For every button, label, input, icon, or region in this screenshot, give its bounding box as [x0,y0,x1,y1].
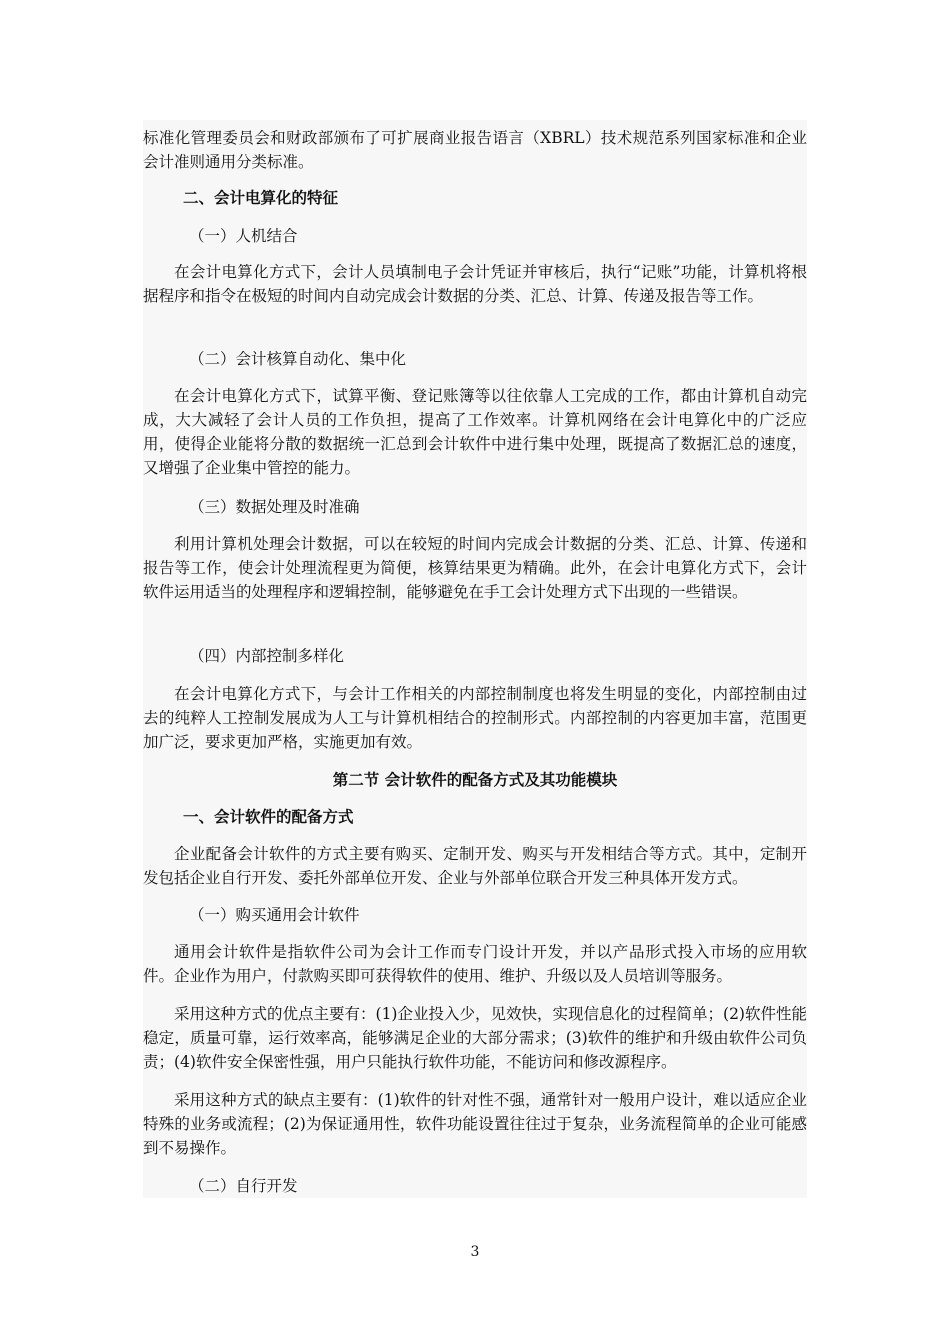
paragraph: 企业配备会计软件的方式主要有购买、定制开发、购买与开发相结合等方式。其中，定制开发包括企业自行开发、委托外部单位开发、企业与外部单位联合开发三种具体开发方式。 [143,845,807,887]
page-content [143,120,807,1198]
subsection-heading: （一）人机结合 [189,227,298,245]
subsection-heading: （二）自行开发 [189,1177,298,1195]
paragraph: 采用这种方式的优点主要有：(1)企业投入少，见效快，实现信息化的过程简单；(2)软件性能稳定，质量可靠，运行效率高，能够满足企业的大部分需求；(3)软件的维护和升级由软件公司负责；(4)软件安全保密性强，用户只能执行软件功能，不能访问和修改源程序。 [143,1005,807,1071]
subsection-heading: （四）内部控制多样化 [189,647,345,665]
section-heading: 二、会计电算化的特征 [183,188,339,207]
paragraph: 在会计电算化方式下，试算平衡、登记账簿等以往依靠人工完成的工作，都由计算机自动完成，大大减轻了会计人员的工作负担，提高了工作效率。计算机网络在会计电算化中的广泛应用，使得企业能将分散的数据统一汇总到会计软件中进行集中处理，既提高了数据汇总的速度，又增强了企业集中管控的能力。 [143,387,807,477]
subsection-heading: （二）会计核算自动化、集中化 [189,350,407,368]
page-number: 3 [470,1244,480,1260]
paragraph: 标准化管理委员会和财政部颁布了可扩展商业报告语言（XBRL）技术规范系列国家标准和企业会计准则通用分类标准。 [143,129,807,171]
chapter-section-title: 第二节 会计软件的配备方式及其功能模块 [332,770,618,789]
paragraph: 在会计电算化方式下，与会计工作相关的内部控制制度也将发生明显的变化，内部控制由过去的纯粹人工控制发展成为人工与计算机相结合的控制形式。内部控制的内容更加丰富，范围更加广泛，要求更加严格，实施更加有效。 [143,685,807,751]
paragraph: 利用计算机处理会计数据，可以在较短的时间内完成会计数据的分类、汇总、计算、传递和报告等工作，使会计处理流程更为简便，核算结果更为精确。此外，在会计电算化方式下，会计软件运用适当的处理程序和逻辑控制，能够避免在手工会计处理方式下出现的一些错误。 [143,535,807,601]
section-heading: 一、会计软件的配备方式 [183,807,354,826]
subsection-heading: （一）购买通用会计软件 [189,906,360,924]
paragraph: 在会计电算化方式下，会计人员填制电子会计凭证并审核后，执行“记账”功能，计算机将根据程序和指令在极短的时间内自动完成会计数据的分类、汇总、计算、传递及报告等工作。 [143,263,807,305]
paragraph: 采用这种方式的缺点主要有：(1)软件的针对性不强，通常针对一般用户设计，难以适应企业特殊的业务或流程；(2)为保证通用性，软件功能设置往往过于复杂，业务流程简单的企业可能感到不易操作。 [143,1091,807,1157]
subsection-heading: （三）数据处理及时准确 [189,498,360,516]
paragraph: 通用会计软件是指软件公司为会计工作而专门设计开发，并以产品形式投入市场的应用软件。企业作为用户，付款购买即可获得软件的使用、维护、升级以及人员培训等服务。 [143,943,807,985]
